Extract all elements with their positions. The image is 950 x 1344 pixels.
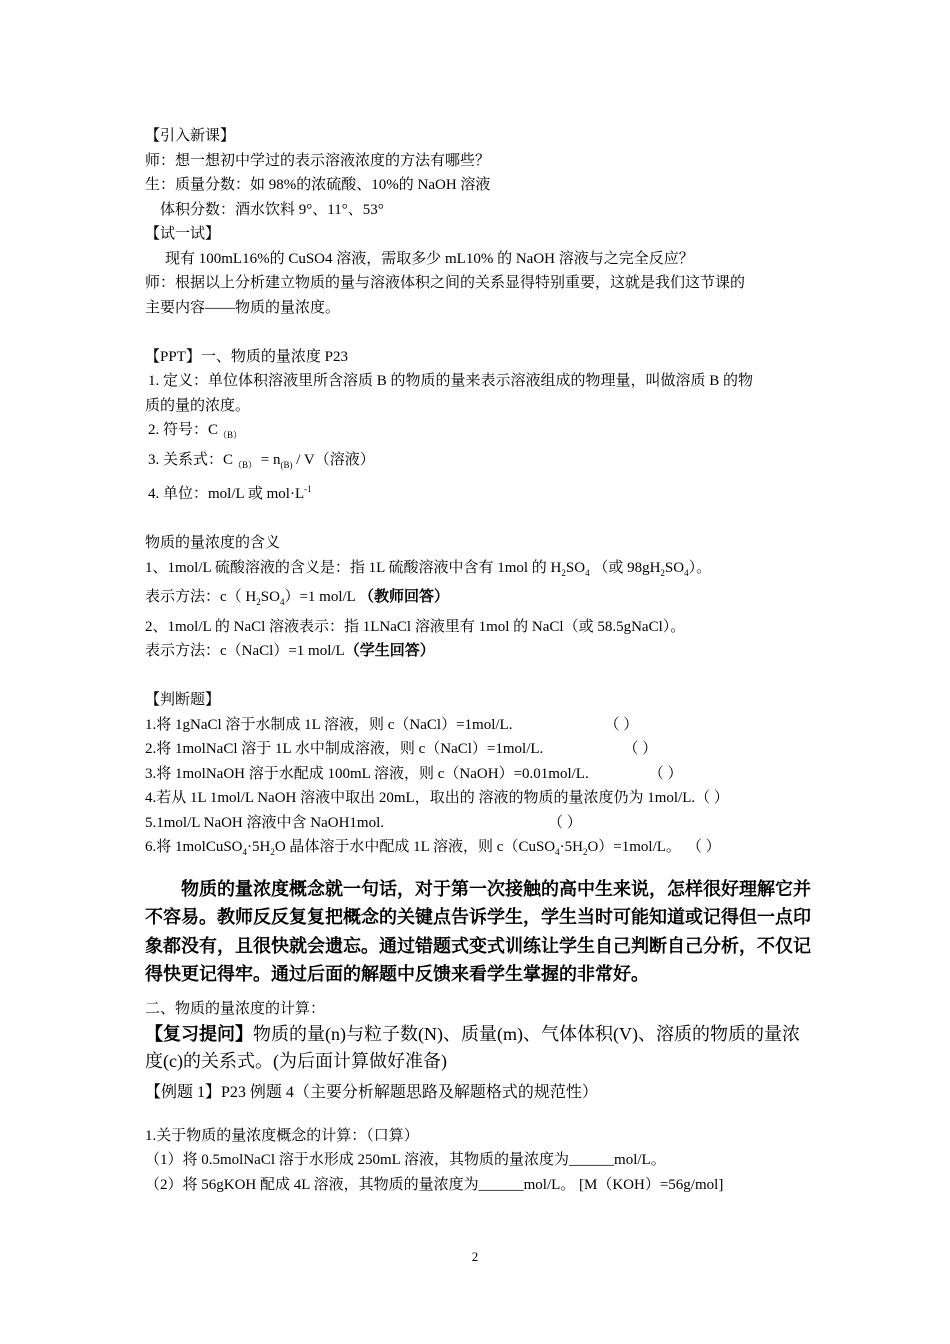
ppt-symbol: 2. 符号：$C_{(B)}$ xyxy=(148,422,243,440)
document-page xyxy=(145,124,813,1197)
teaching-reflection: 物质的量浓度概念就一句话，对于第一次接触的高中生来说，怎样很好理解它并不容易。教师反反复复把概念的关键点告诉学生，学生当时可能知道或记得但一点印象都没有，且很快就会遗忘。通过错题式变式训练让学生自己判断自己分析，不仅记得快更记得牢。通过后面的解题中反馈来看学生掌握的非常好。 xyxy=(145,878,811,984)
answer-blank[interactable]: （ ） xyxy=(604,716,639,733)
intro-question: 师：想一想初中学过的表示溶液浓度的方法有哪些？ xyxy=(145,152,491,169)
meaning-item-2: 2、1mol/L 的 NaCl 溶液表示：指 1LNaCl 溶液里有 1mol 的 NaCl（或 58.5gNaCl）。 xyxy=(145,618,686,635)
ppt-heading: 【PPT】一、物质的量浓度 P23 xyxy=(145,348,348,365)
answer-blank[interactable]: （ ） xyxy=(695,790,729,806)
try-heading: 【试一试】 xyxy=(145,226,221,242)
judge-item-2: 2.将 1molNaCl 溶于 1L 水中制成溶液，则 c（NaCl）=1mol/L. （ ） xyxy=(145,737,813,762)
judge-item-5: 5.1mol/L NaOH 溶液中含 NaOH1mol. （ ） xyxy=(145,811,813,836)
answer-blank[interactable]: （ ） xyxy=(623,741,658,757)
answer-blank[interactable]: （ ） xyxy=(686,839,721,855)
ppt-definition-1: 1. 定义：单位体积溶液里所含溶质 B 的物质的量来表示溶液组成的物理量，叫做溶质 B 的物 xyxy=(148,373,754,389)
ppt-relation: 3. 关系式：$C_{(B)} = n_{(B)} / V$（溶液） xyxy=(148,451,375,470)
try-teacher-1: 师：根据以上分析建立物质的量与溶液体积之间的关系显得特别重要，这就是我们这节课的 xyxy=(145,275,746,291)
judge-item-1: 1.将 1gNaCl 溶于水制成 1L 溶液，则 c（NaCl）=1mol/L. （ ） xyxy=(145,713,813,738)
judge-item-3: 3.将 1molNaOH 溶于水配成 100mL 溶液，则 c（NaOH）=0.01mol/L. （ ） xyxy=(145,762,813,787)
page-number: 2 xyxy=(471,1249,479,1264)
meaning-representation-1: 表示方法：c（ $H_2SO_4)=1$ mol/L （教师回答） xyxy=(145,589,450,607)
intro-answer-2: 体积分数：酒水饮料 9°、11°、53° xyxy=(160,201,384,218)
judge-item-6: 6.将 $1molCuSO_4\cdot 5H_2O$ 晶体溶于水中配成 1L 溶液，则 $c(CuSO_4\cdot 5H_2O)=1mol/L$。 （ ） xyxy=(145,835,813,865)
judge-item-4: 4.若从 1L 1mol/L NaOH 溶液中取出 20mL，取出的 溶液的物质的量浓度仍为 1mol/L.（ ） xyxy=(145,786,813,811)
example-heading: 【例题 1】P23 例题 4（主要分析解题思路及解题格式的规范性） xyxy=(145,1084,598,1101)
intro-heading: 【引入新课】 xyxy=(145,128,236,144)
meaning-representation-2: 表示方法：c（NaCl）=1 mol/L（学生回答） xyxy=(145,643,435,659)
calc-problem-1: （1）将 0.5molNaCl 溶于水形成 250mL 溶液，其物质的量浓度为______mol/L。 xyxy=(145,1152,666,1168)
ppt-unit: 4. 单位：mol/L 或 $mol\cdot L^{-1}$ xyxy=(148,484,312,502)
meaning-item-1: 1、1mol/L 硫酸溶液的含义是：指 1L 硫酸溶液中含有 1mol 的 $H_2SO_4$ （或 $98gH_2SO_4$）。 xyxy=(145,559,712,578)
meaning-heading: 物质的量浓度的含义 xyxy=(145,535,281,551)
calc-heading: 二、物质的量浓度的计算： xyxy=(145,1000,326,1017)
try-teacher-2: 主要内容——物质的量浓度。 xyxy=(145,299,341,316)
review-question: 【复习提问】物质的量(n)与粒子数(N)、质量(m)、气体体积(V)、溶质的物质的量浓度(c)的关系式。(为后面计算做好准备) xyxy=(145,1024,800,1071)
calc-subheading: 1.关于物质的量浓度概念的计算：（口算） xyxy=(145,1127,419,1144)
intro-answer-1: 生：质量分数：如 98%的浓硫酸、10%的 NaOH 溶液 xyxy=(145,177,491,193)
answer-blank[interactable]: （ ） xyxy=(648,765,683,782)
calc-problem-2: （2）将 56gKOH 配成 4L 溶液，其物质的量浓度为______mol/L。 [M（KOH）=56g/mol] xyxy=(145,1176,724,1193)
try-question: 现有 100mL16%的 CuSO4 溶液，需取多少 mL10% 的 NaOH 溶液与之完全反应？ xyxy=(165,250,694,267)
answer-blank[interactable]: （ ） xyxy=(548,814,582,831)
ppt-definition-2: 质的量的浓度。 xyxy=(145,397,251,414)
judge-heading: 【判断题】 xyxy=(145,692,221,708)
